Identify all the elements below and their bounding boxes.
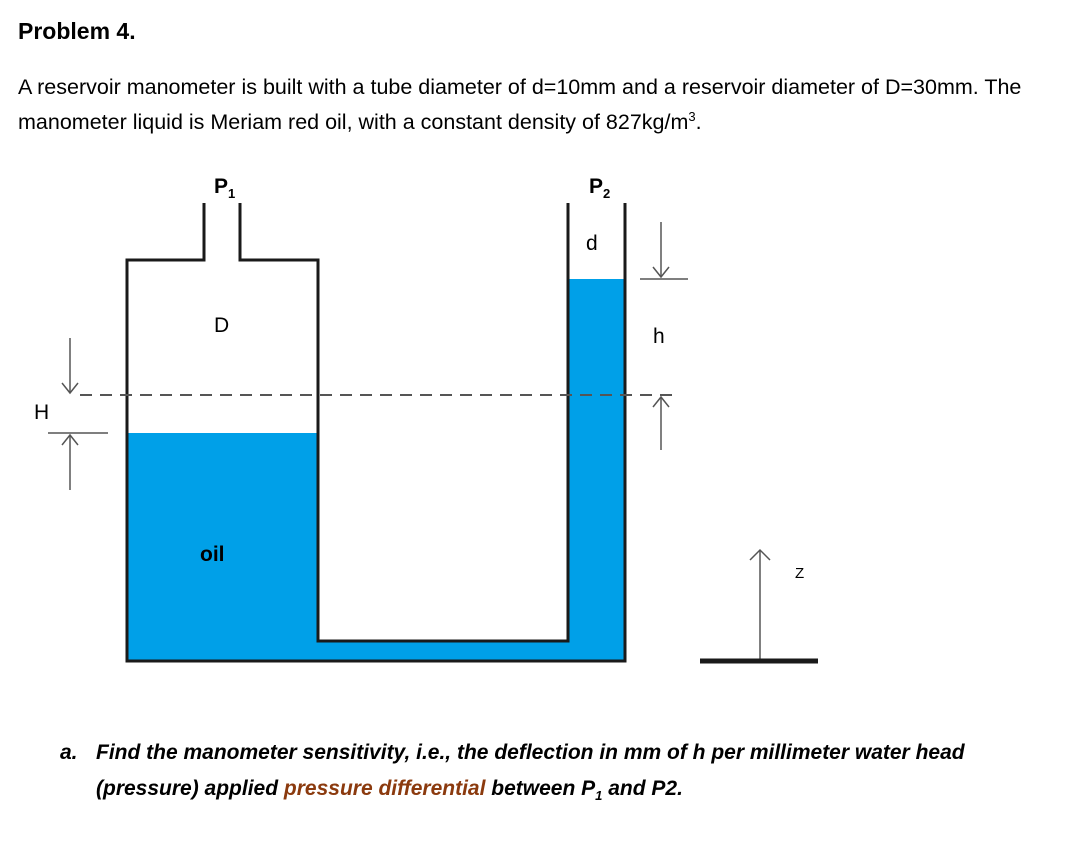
p2-label: $P_2$ (589, 175, 611, 201)
statement-period: . (695, 110, 702, 134)
question-marker: a. (60, 741, 78, 764)
problem-title: Problem 4. (18, 18, 136, 44)
h-label: h (653, 325, 665, 348)
cube-superscript: 3 (688, 108, 696, 124)
H-dimension (62, 338, 78, 490)
question-text: Find the manometer sensitivity, i.e., the deflection in mm of h per millimeter water head (pressure) applied pressure differential between $P_1$ and P2. (96, 741, 965, 804)
oil-label: oil (200, 543, 225, 566)
tube-oil-column (568, 279, 625, 661)
p1-label: $P_1$ (214, 175, 236, 201)
reservoir-diameter-label: D (214, 314, 230, 337)
statement-text: A reservoir manometer is built with a tube diameter of d=10mm and a reservoir diameter of D=30mm. The manometer liquid is Meriam red oil, with a constant density of 827kg/m (18, 75, 1022, 134)
H-label: H (34, 401, 50, 424)
highlighted-term: pressure differential (283, 777, 486, 800)
z-label: Z (795, 565, 805, 582)
tube-diameter-label: d (586, 232, 598, 255)
